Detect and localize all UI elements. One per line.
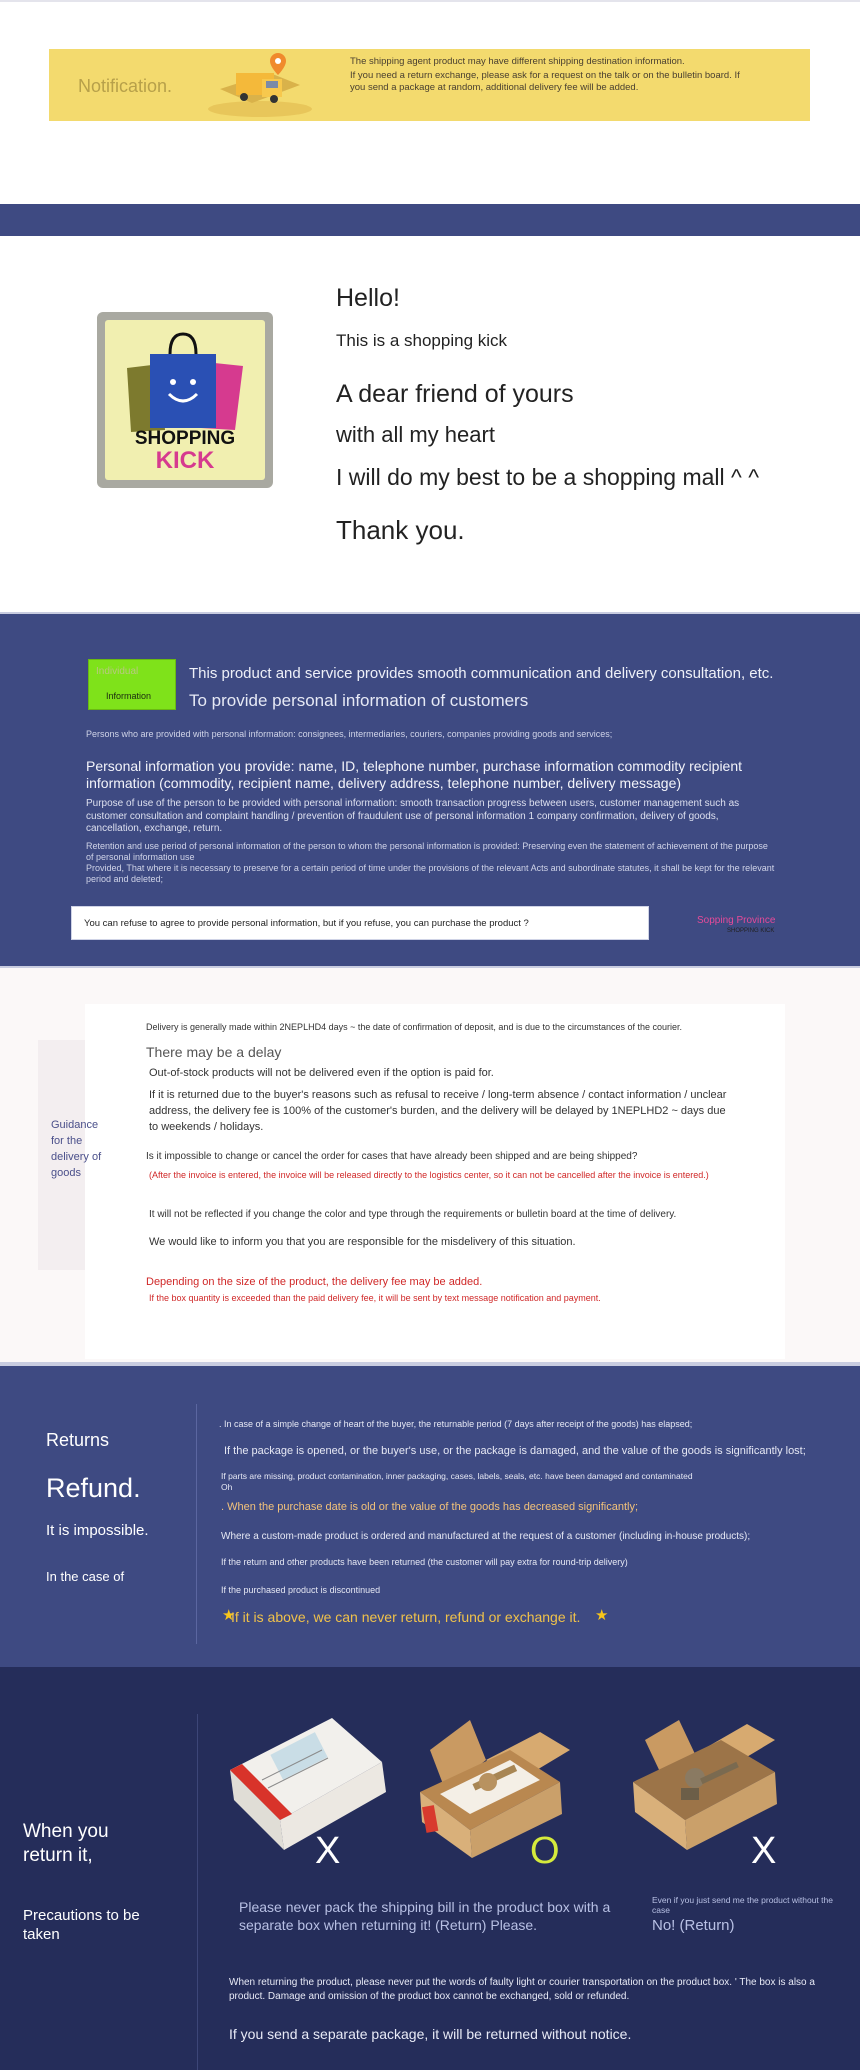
precaution-text-3: No! (Return) bbox=[652, 1917, 735, 1934]
badge-top-text: Individual bbox=[96, 666, 139, 677]
brand-signature: Sopping Province bbox=[697, 915, 776, 926]
notice-text bbox=[350, 56, 750, 96]
hello-line-6: Thank you. bbox=[336, 515, 465, 545]
section-band bbox=[0, 204, 860, 236]
precaution-heading-1: When you return it, bbox=[23, 1821, 109, 1866]
delivery-line-8: We would like to inform you that you are responsible for the misdelivery of this situation. bbox=[149, 1236, 576, 1248]
notice-line-2: If you need a return exchange, please ask for a request on the talk or on the bulletin board. If you send a package at random, additional delivery fee will be added. bbox=[350, 70, 740, 93]
precaution-text-4: When returning the product, please never put the words of faulty light or courier transportation on the product box. ' The box is also a product. Damage and omission of the product box cannot be exchanged, sold or refunded. bbox=[229, 1977, 815, 2002]
star-icon: ★ bbox=[595, 1607, 609, 1624]
notice-label: Notification. bbox=[78, 76, 173, 96]
delivery-line-6: (After the invoice is entered, the invoice will be released directly to the logistics center, so it can not be cancelled after the invoice is entered.) bbox=[149, 1170, 709, 1180]
top-divider bbox=[0, 0, 860, 2]
returns-heading-2: Refund. bbox=[46, 1473, 141, 1503]
delivery-line-5: Is it impossible to change or cancel the order for cases that have already been shipped and are being shipped? bbox=[146, 1151, 638, 1162]
hello-line-1: Hello! bbox=[336, 284, 400, 312]
section-divider bbox=[0, 966, 860, 968]
returns-divider bbox=[196, 1404, 197, 1644]
delivery-line-9: Depending on the size of the product, the delivery fee may be added. bbox=[146, 1276, 483, 1288]
logo-word-shopping: SHOPPING bbox=[134, 428, 236, 449]
precaution-divider bbox=[197, 1714, 198, 2070]
delivery-line-2: There may be a delay bbox=[146, 1044, 282, 1060]
hello-line-4: with all my heart bbox=[336, 422, 495, 447]
privacy-title-1: This product and service provides smooth communication and delivery consultation, etc. bbox=[189, 665, 774, 682]
not-allowed-mark: X bbox=[751, 1830, 777, 1872]
returns-rule-4: . When the purchase date is old or the value of the goods has decreased significantly; bbox=[221, 1501, 639, 1513]
returns-heading-4: In the case of bbox=[46, 1569, 125, 1584]
delivery-line-7: It will not be reflected if you change the color and type through the requirements or bulletin board at the time of delivery. bbox=[149, 1209, 677, 1220]
precaution-heading-2: Precautions to be taken bbox=[23, 1907, 140, 1943]
returns-rule-3: If parts are missing, product contamination, inner packaging, cases, labels, seals, etc. have been damaged and contaminated Oh bbox=[221, 1471, 693, 1492]
hello-line-3: A dear friend of yours bbox=[336, 380, 574, 408]
delivery-truck-icon bbox=[200, 51, 320, 119]
product-box-with-bill-icon bbox=[222, 1710, 392, 1860]
precaution-text-5: If you send a separate package, it will be returned without notice. bbox=[229, 2026, 632, 2042]
logo-word-kick: KICK bbox=[155, 447, 215, 474]
allowed-mark: O bbox=[530, 1830, 560, 1872]
brand-signature-sub: SHOPPING KICK bbox=[727, 928, 775, 934]
returns-heading-1: Returns bbox=[46, 1430, 110, 1450]
notice-line-1: The shipping agent product may have different shipping destination information. bbox=[350, 56, 685, 67]
privacy-items: Personal information you provide: name, ID, telephone number, purchase information commodity recipient information (commodity, recipient name, delivery address, telephone number, delivery message) bbox=[86, 758, 743, 791]
returns-rule-6: If the return and other products have been returned (the customer will pay extra for round-trip delivery) bbox=[221, 1557, 628, 1567]
badge-bottom-text: Information bbox=[106, 691, 152, 701]
precaution-text-1: Please never pack the shipping bill in the product box with a separate box when returning it! (Return) Please. bbox=[239, 1899, 611, 1933]
privacy-title-2: To provide personal information of customers bbox=[189, 691, 529, 710]
hello-line-2: This is a shopping kick bbox=[336, 331, 508, 350]
privacy-refuse-text: You can refuse to agree to provide personal information, but if you refuse, you can purchase the product ? bbox=[84, 918, 529, 929]
delivery-line-3: Out-of-stock products will not be delivered even if the option is paid for. bbox=[149, 1067, 494, 1079]
privacy-retention: Retention and use period of personal information of the person to whom the personal information is provided: Preserving even the statement of achievement of the purpose of personal information use bbox=[86, 841, 768, 862]
returns-rule-7: If the purchased product is discontinued bbox=[221, 1585, 381, 1595]
returns-summary: If it is above, we can never return, refund or exchange it. bbox=[231, 1609, 581, 1625]
privacy-purpose: Purpose of use of the person to be provided with personal information: smooth transaction progress between users, customer management such as customer consultation and complaint handling / prevention of fraudulent use of personal information 1 company confirmation, delivery of goods, cancellation, exchange, return. bbox=[86, 798, 740, 834]
returns-rule-1: . In case of a simple change of heart of the buyer, the returnable period (7 days after receipt of the goods) has elapsed; bbox=[219, 1419, 693, 1429]
delivery-line-10: If the box quantity is exceeded than the paid delivery fee, it will be sent by text message notification and payment. bbox=[149, 1293, 601, 1303]
privacy-provision: Provided, That where it is necessary to preserve for a certain period of time under the provisions of the relevant Acts and subordinate statutes, it shall be kept for the relevant period and deleted; bbox=[86, 863, 775, 884]
not-allowed-mark: X bbox=[315, 1830, 341, 1872]
shopping-kick-logo bbox=[105, 320, 265, 480]
returns-heading-3: It is impossible. bbox=[46, 1522, 149, 1539]
privacy-recipients: Persons who are provided with personal information: consignees, intermediaries, couriers, companies providing goods and services; bbox=[86, 729, 613, 739]
precaution-text-2: Even if you just send me the product without the case bbox=[652, 1895, 833, 1915]
delivery-heading: Guidance for the delivery of goods bbox=[51, 1119, 102, 1179]
delivery-line-4: If it is returned due to the buyer's reasons such as refusal to receive / long-term absence / contact information / unclear address, the delivery fee is 100% of the customer's burden, and the delivery will be delayed by 1NEPLHD2 ~ days due to weekends / holidays. bbox=[149, 1089, 727, 1133]
hello-line-5: I will do my best to be a shopping mall ^ ^ bbox=[336, 464, 760, 490]
returns-rule-2: If the package is opened, or the buyer's use, or the package is damaged, and the value of the goods is significantly lost; bbox=[224, 1445, 806, 1457]
delivery-line-1: Delivery is generally made within 2NEPLHD4 days ~ the date of confirmation of deposit, and is due to the circumstances of the courier. bbox=[146, 1022, 683, 1032]
returns-rule-5: Where a custom-made product is ordered and manufactured at the request of a customer (including in-house products); bbox=[221, 1531, 751, 1542]
star-icon: ★ bbox=[222, 1607, 236, 1624]
